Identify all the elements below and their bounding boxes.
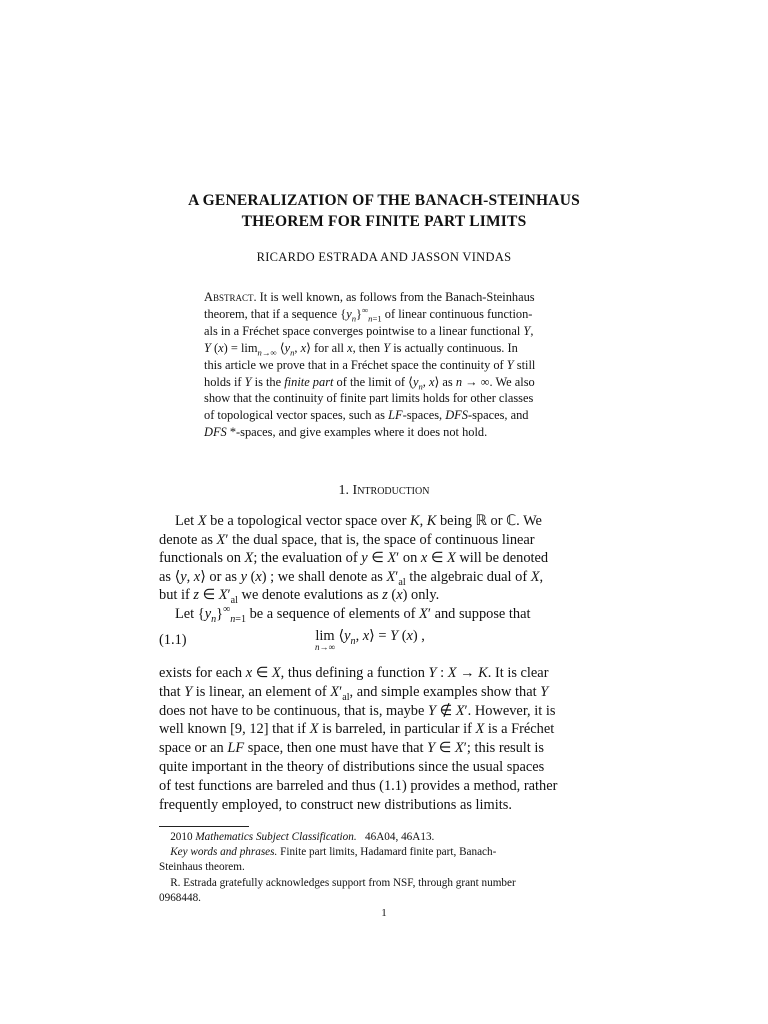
paper-title bbox=[100, 190, 668, 232]
equation-1-1 bbox=[159, 628, 609, 662]
paper-authors: RICARDO ESTRADA AND JASSON VINDAS bbox=[256, 250, 512, 264]
footnotes bbox=[159, 830, 609, 906]
page-number: 1 bbox=[381, 907, 387, 919]
footnote-support-2: 0968448. bbox=[159, 891, 201, 904]
footnote-support-1: R. Estrada gratefully acknowledges support from NSF, through grant number bbox=[170, 876, 516, 889]
footnote-msc-label: Mathematics Subject Classification. bbox=[195, 831, 357, 843]
title-line-2: THEOREM FOR FINITE PART LIMITS bbox=[241, 213, 527, 230]
equation-number: (1.1) bbox=[159, 632, 187, 648]
abstract: Abstract. It is well known, as follows from the Banach-Steinhaus theorem, that if a sequence $\{y_n\}^\infty_{n=1}$ of linear continuous function- als in a Fréchet space converges pointwise to a linear functional Y, Y $(x) = \lim_{n\to\infty}$ $⟨y_n$, x⟩ for all x, then Y is actually continuous. In this article we prove that in a Fréchet space the continuity of Y still holds if Y is the finite part of the limit of $⟨y_n$, x⟩ as n → ∞. We also show that the continuity of finite part limits holds for other classes of topological vector spaces, such as LF-spaces, DFS-spaces, and DFS *-spaces, and give examples where it does not hold. bbox=[204, 290, 536, 440]
footnote-keywords-1: Finite part limits, Hadamard finite part, Banach- bbox=[280, 846, 497, 859]
footnote-msc-codes: 46A04, 46A13. bbox=[365, 831, 435, 843]
footnote-keywords-2: Steinhaus theorem. bbox=[159, 861, 245, 874]
title-line-1: A GENERALIZATION OF THE BANACH-STEINHAUS bbox=[188, 192, 580, 209]
footnote-keywords-label: Key words and phrases. bbox=[170, 846, 278, 859]
intro-paragraph-2: exists for each x ∈ X, thus defining a function Y : X → K. It is clear that Y is linear, an element of $X'_{al}$, and simple examples show that Y does not have to be continuous, that is, maybe Y ∉ X′. However, it is well known [9, 12] that if X is barreled, in particular if X is a Fréchet space or an LF space, then one must have that Y ∈ X′; this result is quite important in the theory of distributions since the usual spaces of test functions are barreled and thus (1.1) provides a method, rather frequently employed, to construct new distributions as limits. bbox=[159, 665, 558, 813]
abstract-label: Abstract. bbox=[204, 290, 257, 304]
equation-body: lim n→∞ $⟨y_n$, x⟩ = Y (x) , bbox=[315, 628, 425, 652]
section-heading: 1. Introduction bbox=[338, 483, 430, 498]
intro-paragraph-1: Let X be a topological vector space over K, K being ℝ or ℂ. We denote as X′ the dual space, that is, the space of continuous linear functionals on X; the evaluation of y ∈ X′ on x ∈ X will be denoted as ⟨y, x⟩ or as y (x) ; we shall denote as $X'_{al}$ the algebraic dual of X, but if z ∈ $X'_{al}$ we denote evalutions as z (x) only. Let $\{y_n\}^\infty_{n=1}$ be a sequence of elements of X′ and suppose that bbox=[159, 513, 549, 625]
footnote-msc-year: 2010 bbox=[170, 831, 193, 843]
footnote-rule bbox=[159, 826, 249, 827]
